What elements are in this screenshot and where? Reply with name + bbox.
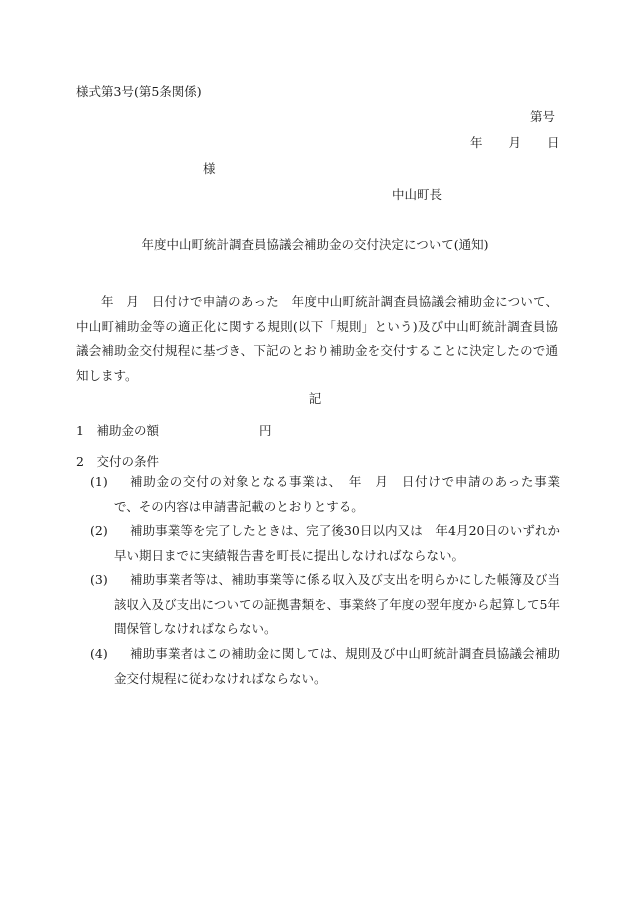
condition-4 [90,642,560,691]
date-line [470,137,560,150]
date-year: 年 [470,135,483,150]
body-paragraph: 年 月 日付けで申請のあった 年度中山町統計調査員協議会補助金について、中山町補助金等の適正化に関する規則(以下「規則」という)及び中山町統計調査員協議会補助金交付規程に基づき、下記のとおり補助金を交付することに決定したので通知します。 [76,294,558,383]
ki-heading: 記 [308,391,322,406]
item-subsidy-amount [76,423,272,438]
condition-2 [90,519,560,568]
condition-number: (1) [90,474,108,489]
condition-number: (4) [90,646,108,661]
condition-text: 補助金の交付の対象となる事業は、 年 月 日付けで申請のあった事業で、その内容は申請書記載のとおりとする。 [114,474,560,514]
condition-number: (2) [90,523,108,538]
condition-text: 補助事業者等は、補助事業等に係る収入及び支出を明らかにした帳簿及び当該収入及び支出についての証拠書類を、事業終了年度の翌年度から起算して5年間保管しなければならない。 [114,572,560,637]
addressee: 様 [203,161,216,176]
condition-3 [90,568,560,642]
condition-text: 補助事業者はこの補助金に関しては、規則及び中山町統計調査員協議会補助金交付規程に従わなければならない。 [114,646,560,686]
item1-label: 1 補助金の額 [76,423,159,438]
form-number: 様式第3号(第5条関係) [76,84,202,99]
document-number: 第号 [530,109,556,124]
amount-unit: 円 [259,423,272,438]
item-conditions: 2 交付の条件 [76,454,159,469]
document-title: 年度中山町統計調査員協議会補助金の交付決定について(通知) [141,237,489,252]
date-month: 月 [508,135,522,150]
condition-text: 補助事業等を完了したときは、完了後30日以内又は 年4月20日のいずれか早い期日までに実績報告書を町長に提出しなければならない。 [114,523,560,563]
date-day: 日 [547,135,560,150]
condition-1 [90,470,560,519]
issuer: 中山町長 [392,187,443,202]
condition-number: (3) [90,572,108,587]
